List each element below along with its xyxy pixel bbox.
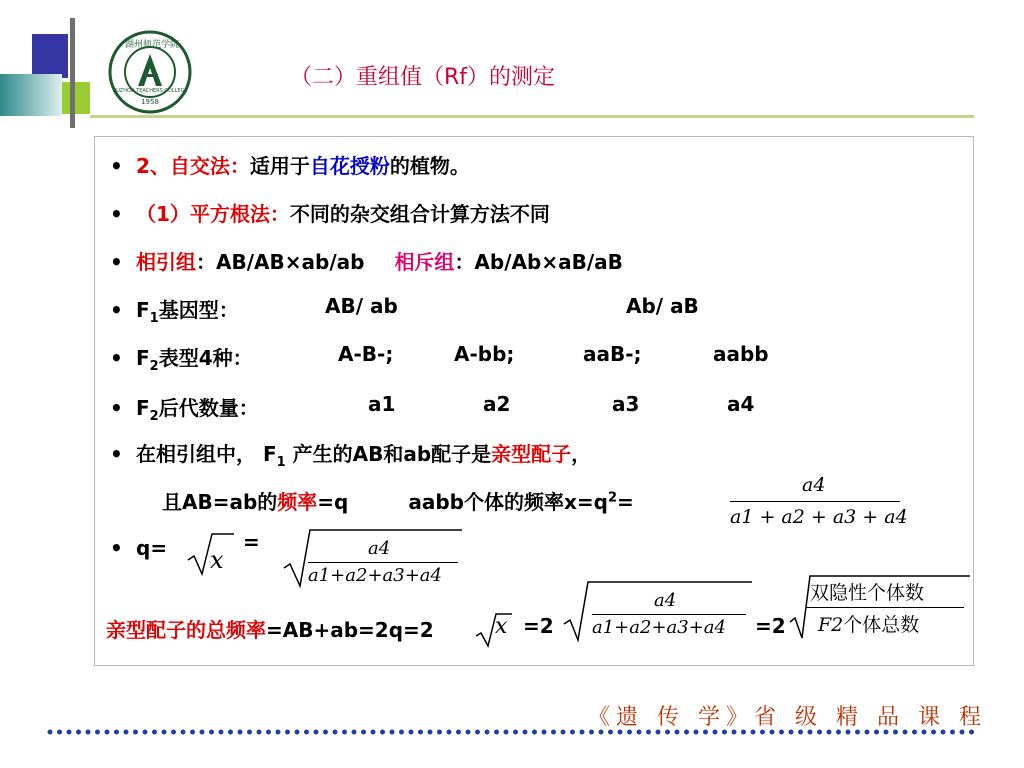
sqrt-x-var: x [495, 614, 508, 639]
fraction-numerator: a4 [654, 590, 677, 611]
q-equals: q= [136, 536, 168, 560]
plants-text: 的植物。 [389, 154, 470, 178]
bullet-mark: • [110, 154, 123, 178]
sqrt-ratio [806, 578, 968, 638]
f2-phenotype-label: 表型4种： [158, 346, 253, 370]
fraction-numerator: a4 [802, 474, 826, 496]
phenotype-2: A-bb; [454, 342, 515, 366]
fraction-denominator: a1 + a2 + a3 + a4 [730, 506, 908, 528]
count-a3: a3 [612, 392, 640, 416]
frequency-line [162, 486, 634, 515]
fraction-bar [308, 562, 458, 563]
x-fraction [730, 474, 908, 534]
bullet-line-f2-phenotype [110, 342, 253, 374]
parental-gamete-term: 亲型配子 [491, 442, 572, 466]
total-count-text: 个体总数 [843, 614, 920, 636]
coupling-label: 相引组 [136, 250, 196, 274]
count-a2: a2 [483, 392, 511, 416]
f1-subscript: 1 [149, 311, 159, 326]
fraction-denominator: a1+a2+a3+a4 [592, 617, 726, 638]
ratio-denominator [818, 610, 919, 637]
logo-sub-text: HUZHOU TEACHERS COLLEGE [112, 88, 188, 94]
f1-subscript: 1 [276, 455, 286, 470]
square-root-label: （1）平方根法： [136, 202, 290, 226]
total-frequency-eq: =AB+ab=2q=2 [266, 618, 434, 642]
logo-year: 1958 [141, 98, 159, 106]
bullet-line-f2-counts [110, 392, 259, 424]
corner-vertical-bar [70, 18, 75, 128]
comma: ， [571, 442, 592, 466]
bullet-mark: • [110, 298, 123, 322]
f2-subscript: 2 [149, 359, 159, 374]
bullet-mark: • [110, 536, 123, 560]
frequency-intro: 且AB=ab的 [162, 490, 278, 514]
phenotype-3: aaB-; [583, 342, 642, 366]
aabb-frequency-text: aabb个体的频率x=q [408, 490, 608, 514]
sqrt-fraction [592, 590, 748, 640]
equals-sign: = [243, 530, 260, 554]
logo-ring-text: 湖州师范学院 [125, 40, 180, 50]
gametes-text: 产生的AB和ab配子是 [285, 442, 492, 466]
title-underline [90, 115, 974, 118]
equals-sign: = [617, 490, 634, 514]
bullet-mark: • [110, 442, 123, 466]
count-a1: a1 [368, 392, 396, 416]
f2-term: F2 [818, 614, 844, 636]
f1-genotype-repulsion: Ab/ aB [626, 294, 699, 318]
f2-count-label: 后代数量： [158, 396, 259, 420]
sqrt-fraction [308, 538, 460, 588]
corner-block-teal [0, 74, 62, 116]
sqrt-x-var: x [210, 546, 224, 574]
total-frequency-label: 亲型配子的总频率 [106, 618, 266, 642]
equals-q: =q [317, 490, 349, 514]
bullet-mark: • [110, 396, 123, 420]
coupling-cross: ：AB/AB×ab/ab [196, 250, 365, 274]
phenotype-1: A-B-; [338, 342, 394, 366]
square-superscript: 2 [607, 490, 618, 506]
frequency-term: 频率 [277, 490, 318, 514]
sqrt-x-radical [474, 612, 514, 648]
coupling-intro: 在相引组中， F [136, 442, 277, 466]
f2-subscript: 2 [149, 409, 159, 424]
fraction-bar [730, 501, 900, 502]
self-cross-label: 2、自交法： [136, 154, 250, 178]
f1-genotype-label: 基因型： [158, 298, 239, 322]
fraction-bar [806, 607, 964, 608]
f1-letter: F [136, 298, 150, 322]
bullet-line-square-root [110, 198, 550, 227]
fraction-denominator: a1+a2+a3+a4 [308, 565, 442, 586]
bullet-line-parental-gametes [110, 438, 591, 470]
equals-two: =2 [755, 614, 786, 638]
college-logo [108, 30, 192, 114]
total-frequency-line [106, 614, 434, 643]
bullet-line-self-cross [110, 150, 470, 179]
f1-genotype-coupling: AB/ ab [325, 294, 398, 318]
corner-block-navy [32, 34, 68, 78]
f2-letter: F [136, 346, 150, 370]
corner-block-green [62, 82, 90, 114]
bullet-line-coupling [110, 246, 623, 275]
slide-title: （二）重组值（Rf）的测定 [290, 65, 556, 90]
f2-letter: F [136, 396, 150, 420]
applicable-text: 适用于 [249, 154, 310, 178]
course-footer: 《遗 传 学》省 级 精 品 课 程 [588, 705, 987, 730]
bullet-mark: • [110, 346, 123, 370]
equals-two: =2 [523, 614, 554, 638]
bullet-line-q [110, 536, 167, 560]
corner-decoration [0, 0, 110, 130]
ratio-numerator: 双隐性个体数 [810, 582, 925, 604]
phenotype-4: aabb [713, 342, 769, 366]
square-root-desc: 不同的杂交组合计算方法不同 [289, 202, 550, 226]
bullet-mark: • [110, 250, 123, 274]
bullet-line-f1-genotype [110, 294, 239, 326]
footer-dotted-line [48, 728, 978, 736]
self-pollination-text: 自花授粉 [309, 154, 390, 178]
fraction-bar [592, 614, 746, 615]
repulsion-label: 相斥组 [394, 250, 455, 274]
repulsion-cross: ：Ab/Ab×aB/aB [454, 250, 623, 274]
count-a4: a4 [727, 392, 755, 416]
fraction-numerator: a4 [368, 538, 391, 559]
bullet-mark: • [110, 202, 123, 226]
